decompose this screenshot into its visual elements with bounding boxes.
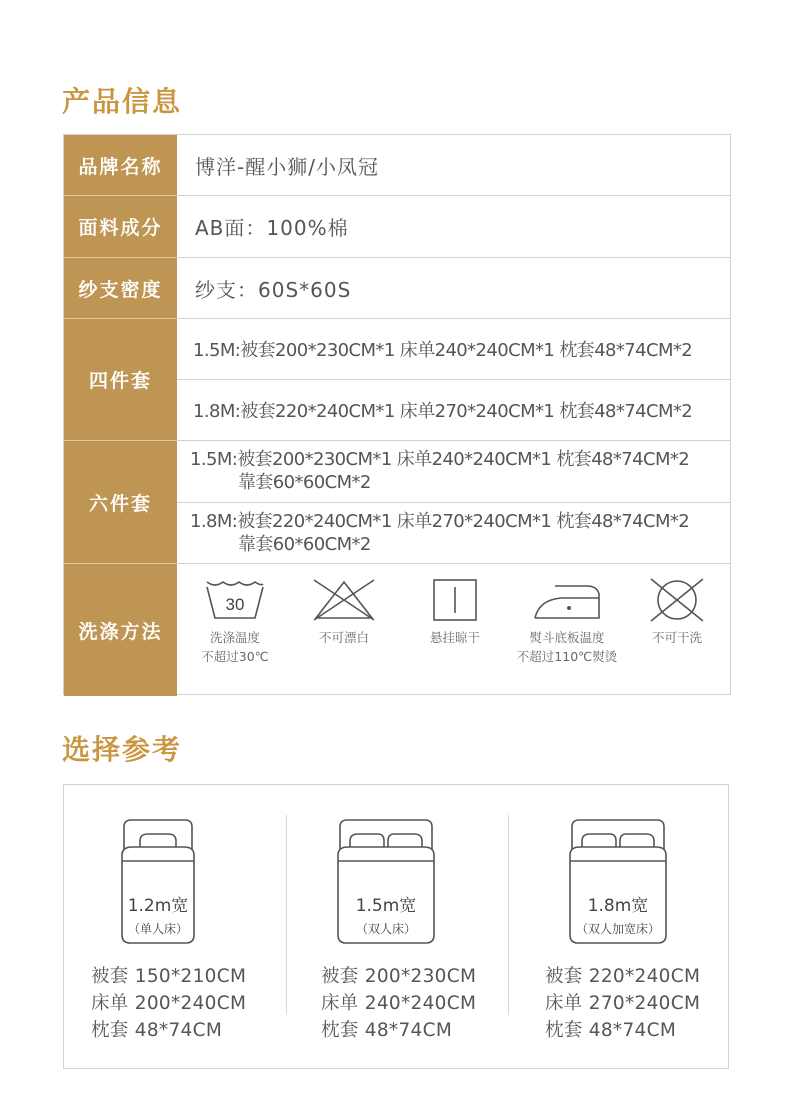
no-dry-clean-icon [643,578,711,622]
brand-row [64,135,730,196]
size-reference-box [63,784,729,1069]
wash-item-temperature [175,578,295,666]
product-info-title: 产品信息 [62,85,183,118]
wash-item-no-dry-clean [617,578,737,647]
bed-size-label: 1.8m宽 [587,896,649,916]
bed-type-label: （单人床） [127,922,188,936]
fabric-row [64,196,730,258]
washing-row [64,564,730,696]
pillow-spec: 枕套 48*74CM [91,1020,223,1041]
iron-caption-2: 不超过110℃熨烫 [516,649,618,664]
fabric-label: 面料成分 [64,196,177,258]
six-piece-1-8m [177,503,730,565]
yarn-label: 纱支密度 [64,258,177,319]
bed-card-1-2m [64,785,286,1068]
duvet-spec: 被套 200*230CM [321,966,477,987]
no-dry-clean-caption: 不可干洗 [651,630,702,645]
sheet-spec: 床单 270*240CM [545,993,701,1014]
selection-title: 选择参考 [62,733,183,766]
no-bleach-icon [310,578,378,622]
six-piece-1-5m-line1: 1.5M:被套200*230CM*1 床单240*240CM*1 枕套48*74CM*2 [190,449,690,471]
bed-type-label: （双人床） [355,922,416,936]
brand-value: 博洋-醒小狮/小凤冠 [177,135,730,196]
washing-instructions [177,564,730,696]
four-piece-1-5m: 1.5M:被套200*230CM*1 床单240*240CM*1 枕套48*74CM*2 [177,319,730,380]
washing-label: 洗涤方法 [64,564,177,696]
wash-30-number: 30 [225,595,245,614]
six-piece-1-8m-line1: 1.8M:被套220*240CM*1 床单270*240CM*1 枕套48*74CM*2 [190,510,690,532]
pillow-spec: 枕套 48*74CM [545,1020,677,1041]
four-piece-1-8m: 1.8M:被套220*240CM*1 床单270*240CM*1 枕套48*74CM*2 [177,380,730,441]
six-piece-1-5m [177,441,730,503]
no-bleach-caption: 不可漂白 [318,630,369,645]
yarn-row [64,258,730,319]
duvet-spec: 被套 220*240CM [545,966,701,987]
six-piece-row [64,441,730,564]
six-piece-label: 六件套 [64,441,177,564]
four-piece-label: 四件套 [64,319,177,441]
king-bed-icon [566,817,670,949]
iron-icon [531,578,603,622]
wash-item-hang-dry [395,578,515,647]
bed-size-label: 1.2m宽 [127,896,189,916]
wash-temp-caption-1: 洗涤温度 [209,630,260,645]
bed-card-1-8m [508,785,730,1068]
bed-size-label: 1.5m宽 [355,896,417,916]
pillow-spec: 枕套 48*74CM [321,1020,453,1041]
wash-30-icon [203,578,267,622]
bed-card-1-5m [286,785,508,1068]
wash-item-iron [507,578,627,666]
yarn-value: 纱支：60S*60S [177,258,730,319]
bed-type-label: （双人加宽床） [575,922,660,936]
six-piece-1-8m-line2: 靠套60*60CM*2 [238,533,371,555]
hang-dry-caption: 悬挂晾干 [429,630,480,645]
four-piece-row [64,319,730,441]
sheet-spec: 床单 200*240CM [91,993,247,1014]
fabric-value: AB面：100%棉 [177,196,730,258]
hang-dry-icon [431,578,479,622]
wash-item-no-bleach [284,578,404,647]
double-bed-icon [334,817,438,949]
brand-label: 品牌名称 [64,135,177,196]
single-bed-icon [118,817,198,949]
product-info-table [63,134,731,695]
iron-caption-1: 熨斗底板温度 [529,630,605,645]
sheet-spec: 床单 240*240CM [321,993,477,1014]
wash-temp-caption-2: 不超过30℃ [201,649,269,664]
duvet-spec: 被套 150*210CM [91,966,247,987]
six-piece-1-5m-line2: 靠套60*60CM*2 [238,472,371,494]
